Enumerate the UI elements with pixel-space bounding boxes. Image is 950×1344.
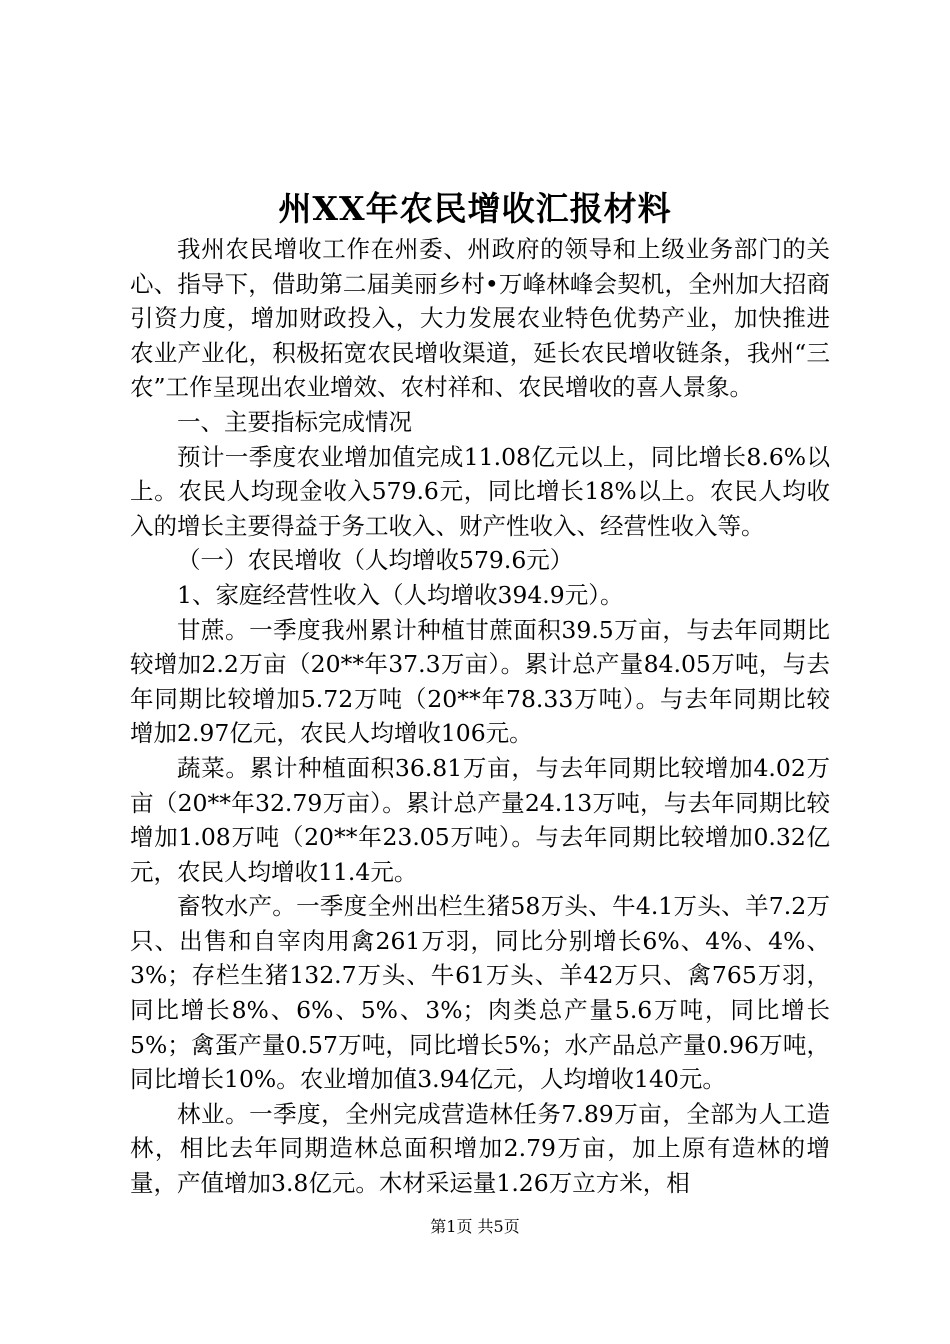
paragraph-sugarcane: 甘蔗。一季度我州累计种植甘蔗面积39.5万亩，与去年同期比较增加2.2万亩（20**年37.3万亩）。累计总产量84.05万吨，与去年同期比较增加5.72万吨（20**年78.33万吨）。与去年同期比较增加2.97亿元，农民人均增收106元。 [130,615,830,748]
section-heading: 一、主要指标完成情况 [177,407,412,436]
paragraph-livestock: 畜牧水产。一季度全州出栏生猪58万头、牛4.1万头、羊7.2万只、出售和自宰肉用禽261万羽，同比分别增长6%、4%、4%、3%；存栏生猪132.7万头、牛61万头、羊42万只、禽765万羽，同比增长8%、6%、5%、3%；肉类总产量5.6万吨，同比增长5%；禽蛋产量0.57万吨，同比增长5%；水产品总产量0.96万吨，同比增长10%。农业增加值3.94亿元，人均增收140元。 [130,892,830,1094]
paragraph-intro: 我州农民增收工作在州委、州政府的领导和上级业务部门的关心、指导下，借助第二届美丽乡村•万峰林峰会契机，全州加大招商引资力度，增加财政投入，大力发展农业特色优势产业，加快推进农业产业化，积极拓宽农民增收渠道，延长农民增收链条，我州“三农”工作呈现出农业增效、农村祥和、农民增收的喜人景象。 [130,235,830,402]
sub-subsection-heading: 1、家庭经营性收入（人均增收394.9元）。 [177,580,624,609]
document-body [130,232,830,1201]
paragraph-vegetables: 蔬菜。累计种植面积36.81万亩，与去年同期比较增加4.02万亩（20**年32.79万亩）。累计总产量24.13万吨，与去年同期比较增加1.08万吨（20**年23.05万吨）。与去年同期比较增加0.32亿元，农民人均增收11.4元。 [130,753,830,886]
paragraph-forestry: 林业。一季度，全州完成营造林任务7.89万亩，全部为人工造林，相比去年同期造林总面积增加2.79万亩，加上原有造林的增量，产值增加3.8亿元。木材采运量1.26万立方米，相 [130,1099,830,1198]
subsection-heading: （一）农民增收（人均增收579.6元） [177,546,574,575]
page-footer: 第1页 共5页 [430,1217,520,1236]
paragraph-summary: 预计一季度农业增加值完成11.08亿元以上，同比增长8.6%以上。农民人均现金收入579.6元，同比增长18%以上。农民人均收入的增长主要得益于务工收入、财产性收入、经营性收入等。 [130,442,830,540]
document-title: 州XX年农民增收汇报材料 [278,189,672,228]
